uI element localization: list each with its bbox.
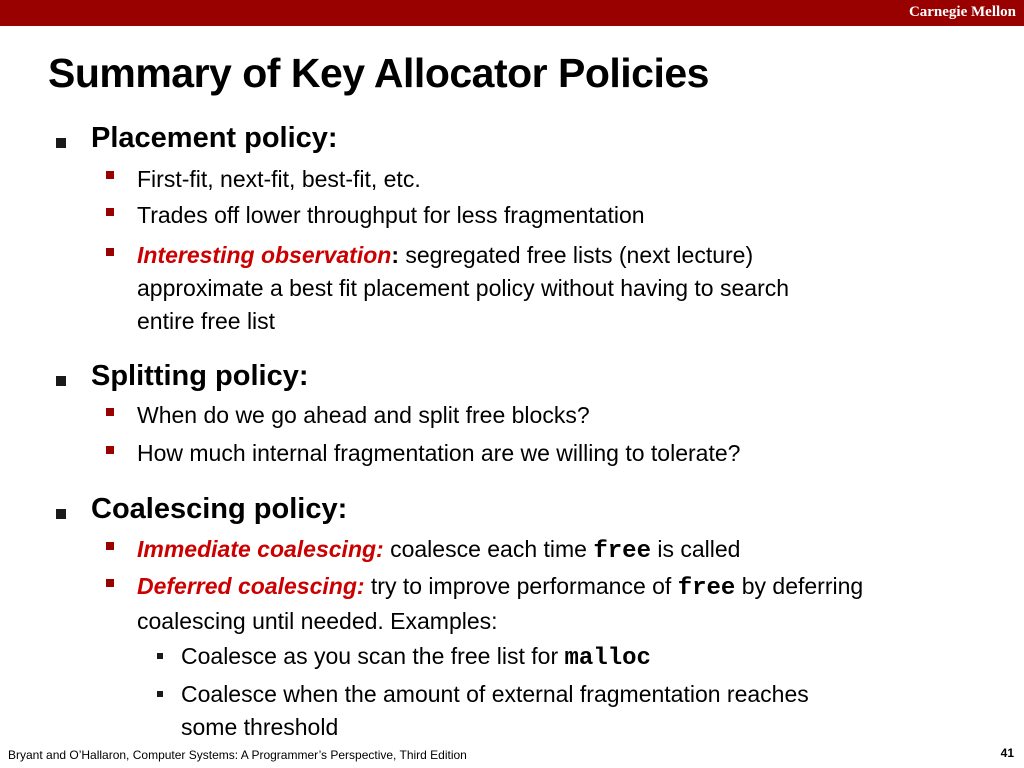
emphasis-text: Immediate coalescing: [137, 536, 384, 562]
level2-bullet-icon [106, 208, 114, 216]
emphasis-text: Deferred coalescing: [137, 573, 365, 599]
emphasis-text: Interesting observation [137, 242, 392, 268]
placement-item-2: Trades off lower throughput for less fragmentation [137, 202, 645, 228]
coalescing-item-2-line-2: coalescing until needed. Examples: [137, 608, 498, 634]
level1-bullet-icon [56, 376, 66, 386]
placement-item-3-line-1: segregated free lists (next lecture) [399, 242, 754, 268]
code-malloc: malloc [564, 645, 651, 672]
level2-bullet-icon [106, 446, 114, 454]
level2-bullet-icon [106, 171, 114, 179]
coalescing-item-2 [137, 570, 977, 638]
slide-title: Summary of Key Allocator Policies [48, 50, 709, 96]
level1-bullet-icon [56, 509, 66, 519]
level2-bullet-icon [106, 248, 114, 256]
placement-item-1: First-fit, next-fit, best-fit, etc. [137, 166, 421, 192]
brand-label: Carnegie Mellon [908, 4, 1016, 20]
coalescing-item-1-suffix: is called [650, 536, 741, 562]
level3-bullet-icon [157, 691, 163, 697]
code-free: free [677, 575, 736, 602]
splitting-heading: Splitting policy: [91, 360, 309, 392]
level3-bullet-icon [157, 653, 163, 659]
page-number: 41 [1000, 746, 1014, 760]
coalescing-sub-1 [181, 640, 961, 675]
placement-heading: Placement policy: [91, 122, 338, 154]
placement-item-3-line-3: entire free list [137, 308, 276, 334]
splitting-item-1: When do we go ahead and split free blocks? [137, 402, 590, 428]
coalescing-sub-1-text: Coalesce as you scan the free list for [181, 643, 565, 669]
level1-bullet-icon [56, 138, 66, 148]
coalescing-heading: Coalescing policy: [91, 493, 348, 525]
coalescing-item-1 [137, 533, 977, 568]
footer-citation: Bryant and O’Hallaron, Computer Systems: A Programmer’s Perspective, Third Edition [8, 748, 467, 762]
coalescing-sub-2 [181, 678, 961, 744]
colon-text: : [391, 242, 399, 268]
coalescing-item-2-suffix: by deferring [735, 573, 864, 599]
coalescing-sub-2-line-1: Coalesce when the amount of external fragmentation reaches [181, 681, 809, 707]
level2-bullet-icon [106, 408, 114, 416]
level2-bullet-icon [106, 579, 114, 587]
level2-bullet-icon [106, 542, 114, 550]
coalescing-item-1-text: coalesce each time [383, 536, 594, 562]
placement-item-3 [137, 239, 977, 338]
coalescing-item-2-text: try to improve performance of [364, 573, 678, 599]
code-free: free [593, 538, 651, 565]
splitting-item-2: How much internal fragmentation are we willing to tolerate? [137, 440, 741, 466]
placement-item-3-line-2: approximate a best fit placement policy without having to search [137, 275, 790, 301]
coalescing-sub-2-line-2: some threshold [181, 714, 339, 740]
